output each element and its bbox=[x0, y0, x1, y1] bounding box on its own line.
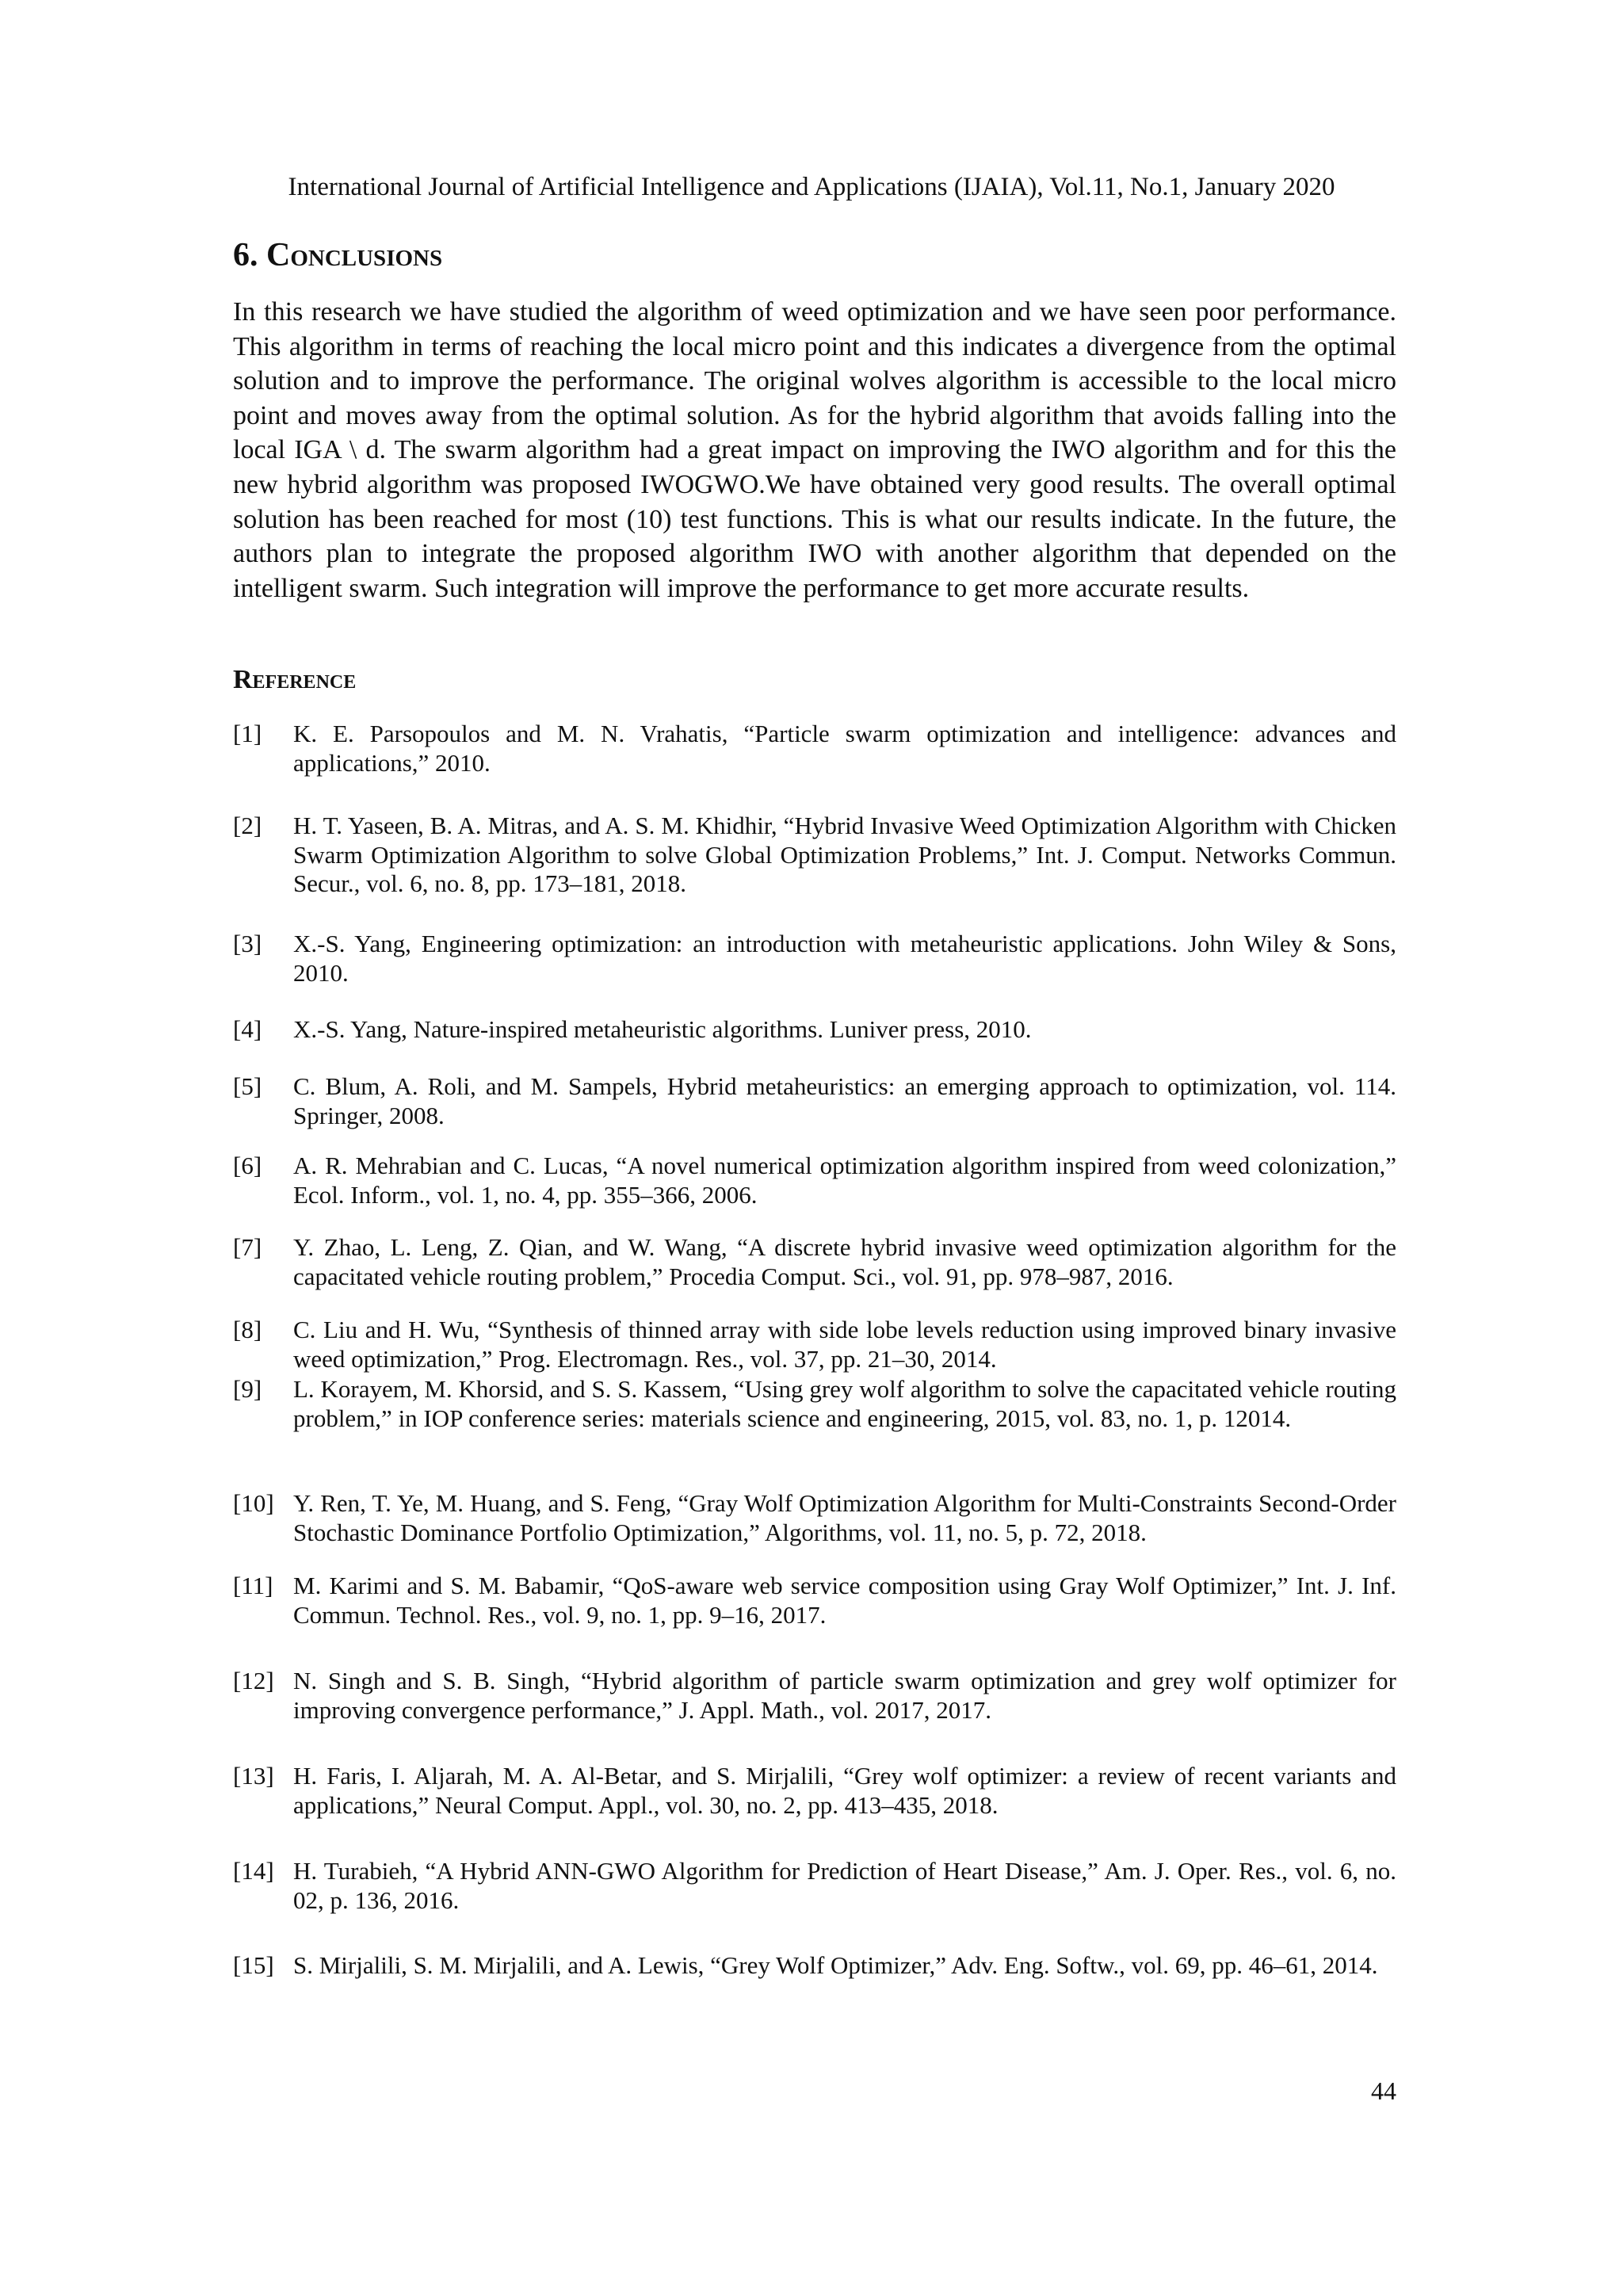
section-number: 6. bbox=[233, 237, 258, 273]
reference-number: [14] bbox=[233, 1857, 274, 1885]
references-heading: Reference bbox=[233, 665, 357, 694]
reference-item bbox=[233, 1572, 1396, 1629]
reference-item bbox=[233, 1375, 1396, 1433]
page-number: 44 bbox=[1371, 2076, 1396, 2105]
reference-text: X.-S. Yang, Nature-inspired metaheuristic algorithms. Luniver press, 2010. bbox=[293, 1015, 1032, 1043]
reference-text: H. Turabieh, “A Hybrid ANN-GWO Algorithm for Prediction of Heart Disease,” Am. J. Oper. Res., vol. 6, no. 02, p. 136, 2016. bbox=[293, 1857, 1396, 1914]
conclusion-paragraph: In this research we have studied the algorithm of weed optimization and we have seen poor performance. This algorithm in terms of reaching the local micro point and this indicates a divergence from the optimal solution and to improve the performance. The original wolves algorithm is accessible to the local micro point and moves away from the optimal solution. As for the hybrid algorithm that avoids falling into the local IGA \ d. The swarm algorithm had a great impact on improving the IWO algorithm and for this the new hybrid algorithm was proposed IWOGWO.We have obtained very good results. The overall optimal solution has been reached for most (10) test functions. This is what our results indicate. In the future, the authors plan to integrate the proposed algorithm IWO with another algorithm that depended on the intelligent swarm. Such integration will improve the performance to get more accurate results. bbox=[233, 297, 1396, 603]
reference-item bbox=[233, 1857, 1396, 1915]
section-heading-text: Conclusions bbox=[266, 237, 443, 273]
reference-number: [12] bbox=[233, 1667, 274, 1694]
reference-number: [6] bbox=[233, 1152, 262, 1179]
reference-item bbox=[233, 1316, 1396, 1373]
reference-number: [8] bbox=[233, 1316, 262, 1343]
reference-text: X.-S. Yang, Engineering optimization: an introduction with metaheuristic applications. John Wiley & Sons, 2010. bbox=[293, 930, 1396, 987]
reference-item bbox=[233, 1951, 1396, 1981]
reference-number: [10] bbox=[233, 1489, 274, 1517]
reference-item bbox=[233, 720, 1396, 777]
reference-number: [4] bbox=[233, 1015, 262, 1043]
reference-text: H. Faris, I. Aljarah, M. A. Al-Betar, and S. Mirjalili, “Grey wolf optimizer: a review of recent variants and applications,” Neural Comput. Appl., vol. 30, no. 2, pp. 413–435, 2018. bbox=[293, 1762, 1396, 1819]
reference-number: [13] bbox=[233, 1762, 274, 1790]
reference-item bbox=[233, 812, 1396, 899]
reference-item bbox=[233, 1152, 1396, 1209]
reference-text: L. Korayem, M. Khorsid, and S. S. Kassem, “Using grey wolf algorithm to solve the capacitated vehicle routing problem,” in IOP conference series: materials science and engineering, 2015, vol. 83, no. 1, p. 12014. bbox=[293, 1375, 1396, 1432]
reference-text: Y. Zhao, L. Leng, Z. Qian, and W. Wang, “A discrete hybrid invasive weed optimization algorithm for the capacitated vehicle routing problem,” Procedia Comput. Sci., vol. 91, pp. 978–987, 2016. bbox=[293, 1233, 1396, 1290]
reference-number: [15] bbox=[233, 1951, 274, 1979]
section-title bbox=[233, 233, 442, 277]
reference-text: K. E. Parsopoulos and M. N. Vrahatis, “Particle swarm optimization and intelligence: advances and applications,” 2010. bbox=[293, 720, 1396, 777]
reference-item bbox=[233, 1015, 1396, 1045]
reference-text: S. Mirjalili, S. M. Mirjalili, and A. Lewis, “Grey Wolf Optimizer,” Adv. Eng. Softw., vol. 69, pp. 46–61, 2014. bbox=[293, 1951, 1378, 1979]
reference-number: [1] bbox=[233, 720, 262, 747]
reference-item bbox=[233, 1762, 1396, 1820]
running-header: International Journal of Artificial Intelligence and Applications (IJAIA), Vol.11, No.1, January 2020 bbox=[288, 173, 1335, 201]
reference-text: Y. Ren, T. Ye, M. Huang, and S. Feng, “Gray Wolf Optimization Algorithm for Multi-Constraints Second-Order Stochastic Dominance Portfolio Optimization,” Algorithms, vol. 11, no. 5, p. 72, 2018. bbox=[293, 1489, 1396, 1546]
reference-item bbox=[233, 1072, 1396, 1130]
reference-text: H. T. Yaseen, B. A. Mitras, and A. S. M. Khidhir, “Hybrid Invasive Weed Optimization Algorithm with Chicken Swarm Optimization Algorithm to solve Global Optimization Problems,” Int. J. Comput. Networks Commun. Secur., vol. 6, no. 8, pp. 173–181, 2018. bbox=[293, 812, 1396, 897]
reference-number: [11] bbox=[233, 1572, 273, 1599]
reference-text: C. Blum, A. Roli, and M. Sampels, Hybrid metaheuristics: an emerging approach to optimization, vol. 114. Springer, 2008. bbox=[293, 1072, 1396, 1129]
reference-number: [5] bbox=[233, 1072, 262, 1100]
reference-text: N. Singh and S. B. Singh, “Hybrid algorithm of particle swarm optimization and grey wolf optimizer for improving convergence performance,” J. Appl. Math., vol. 2017, 2017. bbox=[293, 1667, 1396, 1724]
reference-number: [9] bbox=[233, 1375, 262, 1403]
reference-item bbox=[233, 1667, 1396, 1725]
reference-text: M. Karimi and S. M. Babamir, “QoS-aware web service composition using Gray Wolf Optimizer,” Int. J. Inf. Commun. Technol. Res., vol. 9, no. 1, pp. 9–16, 2017. bbox=[293, 1572, 1396, 1629]
reference-number: [3] bbox=[233, 930, 262, 957]
reference-text: A. R. Mehrabian and C. Lucas, “A novel numerical optimization algorithm inspired from weed colonization,” Ecol. Inform., vol. 1, no. 4, pp. 355–366, 2006. bbox=[293, 1152, 1396, 1209]
reference-number: [7] bbox=[233, 1233, 262, 1261]
reference-item bbox=[233, 930, 1396, 988]
reference-item bbox=[233, 1489, 1396, 1547]
reference-text: C. Liu and H. Wu, “Synthesis of thinned array with side lobe levels reduction using improved binary invasive weed optimization,” Prog. Electromagn. Res., vol. 37, pp. 21–30, 2014. bbox=[293, 1316, 1396, 1373]
reference-number: [2] bbox=[233, 812, 262, 839]
reference-item bbox=[233, 1233, 1396, 1291]
